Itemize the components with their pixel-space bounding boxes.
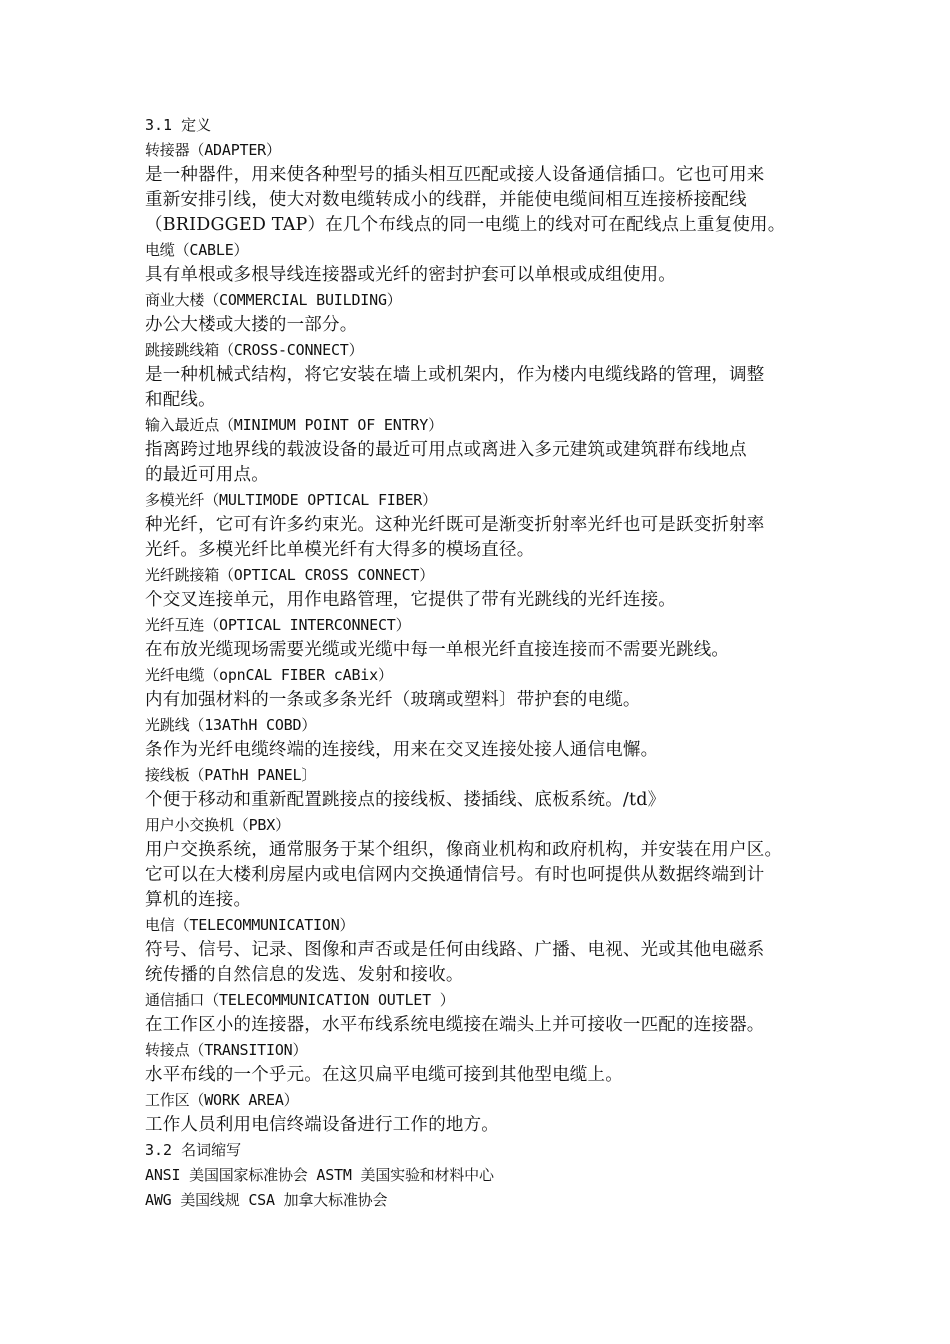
term-heading: 通信插口（TELECOMMUNICATION OUTLET ） <box>145 991 455 1009</box>
paragraph-line: 内有加强材料的一条或多条光纤（玻璃或塑料〕带护套的电缆。 <box>145 690 641 710</box>
paragraph-line: 是一种机械式结构，将它安装在墙上或机架内，作为楼内电缆线路的管理，调整 <box>145 365 765 385</box>
paragraph-line: 在工作区小的连接器，水平布线系统电缆接在端头上并可接收一匹配的连接器。 <box>145 1015 765 1035</box>
paragraph-line: 水平布线的一个乎元。在这贝扁平电缆可接到其他型电缆上。 <box>145 1065 623 1085</box>
term-heading: ANSI 美国国家标准协会 ASTM 美国实验和材料中心 <box>145 1166 494 1184</box>
paragraph-line: 算机的连接。 <box>145 890 252 910</box>
paragraph-line: 个便于移动和重新配置跳接点的接线板、搂插线、底板系统。/td》 <box>145 790 666 810</box>
section-heading: 3.2 名词缩写 <box>145 1141 242 1159</box>
term-heading: 商业大楼（COMMERCIAL BUILDING） <box>145 291 402 309</box>
term-heading: 光纤电缆（opnCAL FIBER cABix） <box>145 666 393 684</box>
paragraph-line: 和配线。 <box>145 390 216 410</box>
term-heading: AWG 美国线规 CSA 加拿大标准协会 <box>145 1191 388 1209</box>
paragraph-line: 具有单根或多根导线连接器或光纤的密封护套可以单根或成组使用。 <box>145 265 676 285</box>
paragraph-line: 在布放光缆现场需要光缆或光缆中每一单根光纤直接连接而不需要光跳线。 <box>145 640 730 660</box>
section-heading: 3.1 定义 <box>145 116 212 134</box>
term-heading: 输入最近点（MINIMUM POINT OF ENTRY） <box>145 416 443 434</box>
paragraph-line: 是一种器件，用来使各种型号的插头相互匹配或接人设备通信插口。它也可用来 <box>145 165 765 185</box>
paragraph-line: 种光纤，它可有许多约束光。这种光纤既可是渐变折射率光纤也可是跃变折射率 <box>145 515 765 535</box>
term-heading: 多模光纤（MULTIMODE OPTICAL FIBER） <box>145 491 437 509</box>
paragraph-line: 重新安排引线，使大对数电缆转成小的线群，并能使电缆间相互连接桥接配线 <box>145 190 747 210</box>
paragraph-line: 办公大楼或大搂的一部分。 <box>145 315 358 335</box>
term-heading: 电缆（CABLE） <box>145 241 249 259</box>
paragraph-line: 光纤。多模光纤比单模光纤有大得多的模场直径。 <box>145 540 535 560</box>
term-heading: 电信（TELECOMMUNICATION） <box>145 916 355 934</box>
paragraph-line: 的最近可用点。 <box>145 465 269 485</box>
term-heading: 接线板（PAThH PANEL〕 <box>145 766 317 784</box>
paragraph-line: 它可以在大楼利房屋内或电信网内交换通情信号。有时也呵提供从数据终端到计 <box>145 865 765 885</box>
paragraph-line: 工作人员利用电信终端设备进行工作的地方。 <box>145 1115 499 1135</box>
term-heading: 光跳线（13AThH COBD） <box>145 716 317 734</box>
paragraph-line: 指离跨过地界线的载波设备的最近可用点或离进入多元建筑或建筑群布线地点 <box>145 440 747 460</box>
document-page <box>145 113 815 1213</box>
term-heading: 转接点（TRANSITION） <box>145 1041 308 1059</box>
term-heading: 光纤互连（OPTICAL INTERCONNECT） <box>145 616 411 634</box>
term-heading: 跳接跳线箱（CROSS-CONNECT） <box>145 341 364 359</box>
term-heading: 用户小交换机（PBX） <box>145 816 290 834</box>
paragraph-line: 统传播的自然信息的发选、发射和接收。 <box>145 965 464 985</box>
term-heading: 转接器（ADAPTER） <box>145 141 281 159</box>
paragraph-line: 个交叉连接单元，用作电路管理，它提供了带有光跳线的光纤连接。 <box>145 590 676 610</box>
term-heading: 工作区（WORK AREA） <box>145 1091 299 1109</box>
paragraph-line: 条作为光纤电缆终端的连接线，用来在交叉连接处接人通信电懈。 <box>145 740 659 760</box>
paragraph-line: （BRIDGGED TAP）在几个布线点的同一电缆上的线对可在配线点上重复使用。 <box>145 215 786 235</box>
paragraph-line: 用户交换系统，通常服务于某个组织，像商业机构和政府机构，并安装在用户区。 <box>145 840 783 860</box>
term-heading: 光纤跳接箱（OPTICAL CROSS CONNECT） <box>145 566 435 584</box>
paragraph-line: 符号、信号、记录、图像和声否或是任何由线路、广播、电视、光或其他电磁系 <box>145 940 765 960</box>
